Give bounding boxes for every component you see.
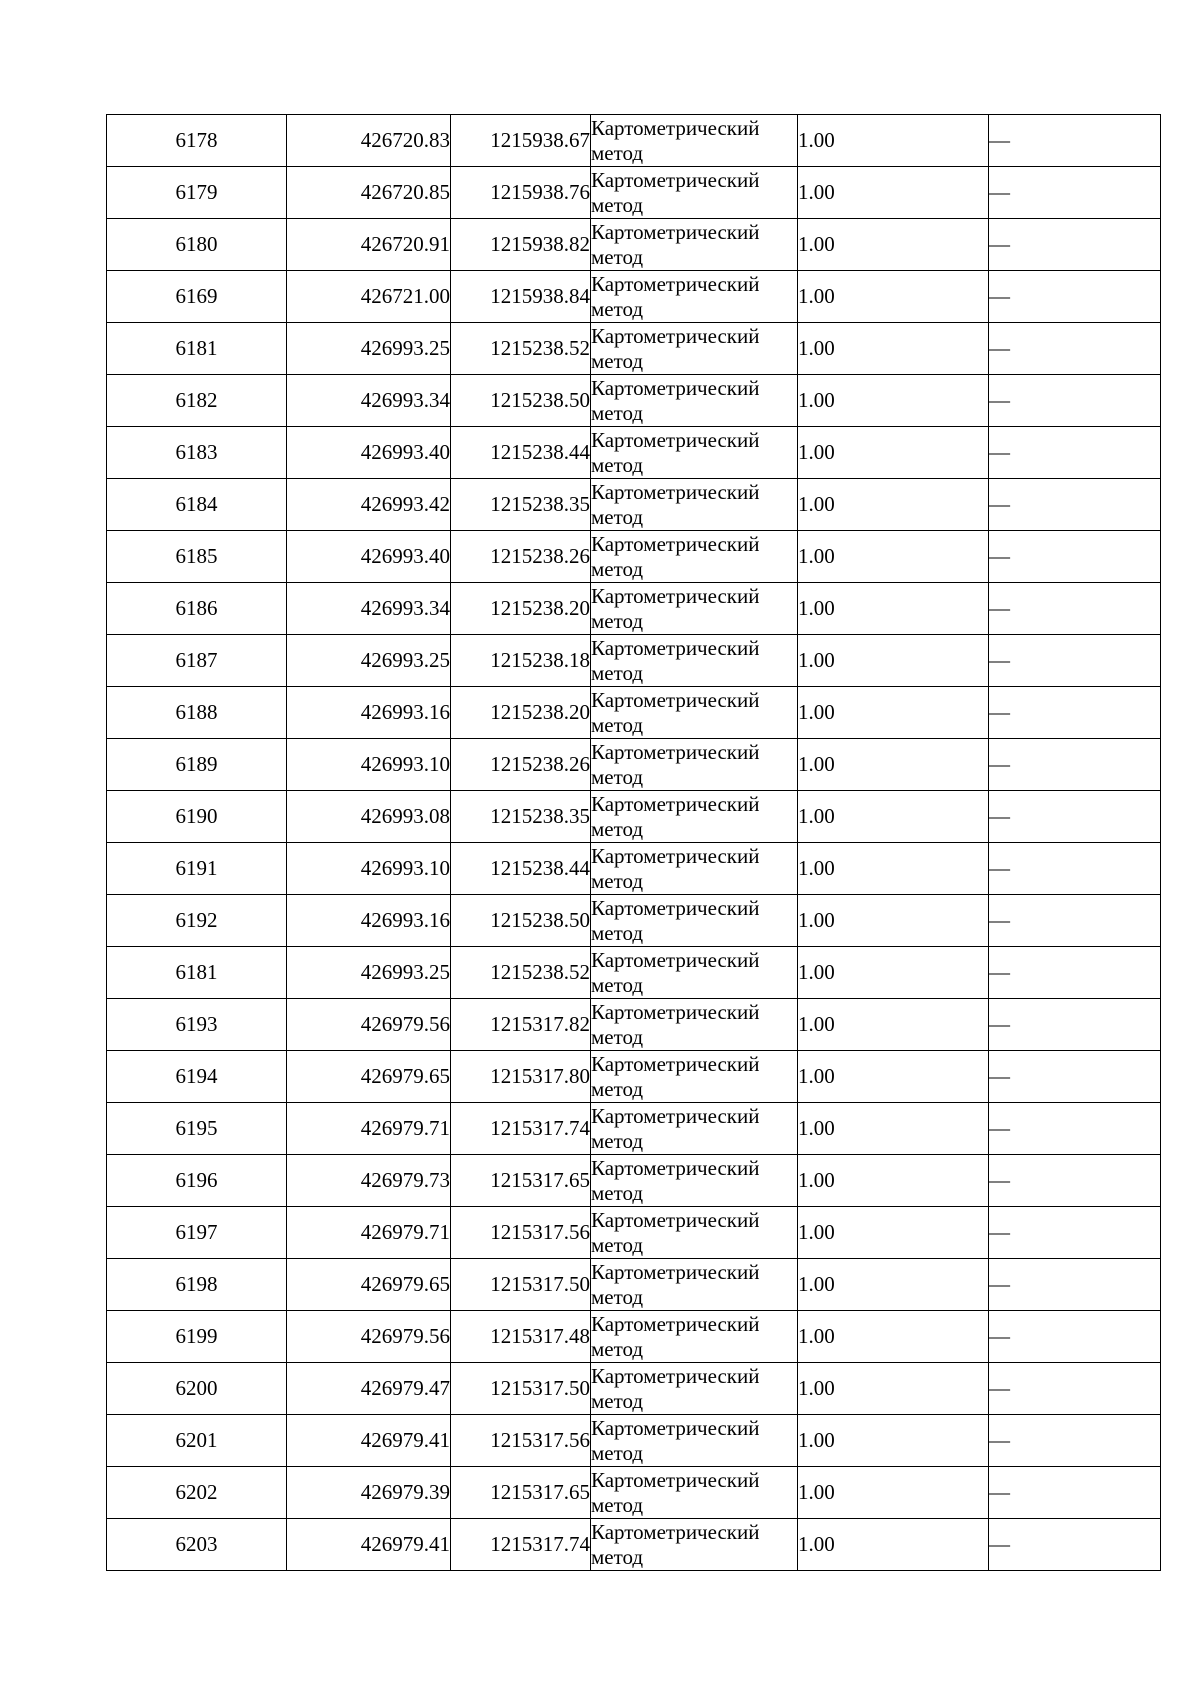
method-cell bbox=[591, 271, 798, 323]
note-cell: — bbox=[989, 1103, 1161, 1155]
method-line: Картометрический bbox=[591, 1363, 760, 1388]
x-coordinate-cell: 426993.42 bbox=[287, 479, 451, 531]
method-cell bbox=[591, 739, 798, 791]
method-cell bbox=[591, 583, 798, 635]
y-coordinate-cell: 1215317.80 bbox=[451, 1051, 591, 1103]
method-cell bbox=[591, 1519, 798, 1571]
method-line: Картометрический bbox=[591, 739, 760, 764]
note-cell: — bbox=[989, 687, 1161, 739]
method-line: метод bbox=[591, 712, 644, 737]
note-cell: — bbox=[989, 427, 1161, 479]
note-cell: — bbox=[989, 1155, 1161, 1207]
table-row bbox=[107, 1415, 1161, 1467]
method-line: метод bbox=[591, 868, 644, 893]
accuracy-cell: 1.00 bbox=[798, 1467, 989, 1519]
table-row bbox=[107, 323, 1161, 375]
method-line: Картометрический bbox=[591, 1519, 760, 1544]
accuracy-cell: 1.00 bbox=[798, 375, 989, 427]
note-cell: — bbox=[989, 1311, 1161, 1363]
method-line: Картометрический bbox=[591, 895, 760, 920]
method-line: Картометрический bbox=[591, 791, 760, 816]
accuracy-cell: 1.00 bbox=[798, 739, 989, 791]
x-coordinate-cell: 426993.40 bbox=[287, 531, 451, 583]
y-coordinate-cell: 1215317.74 bbox=[451, 1103, 591, 1155]
point-number-cell: 6169 bbox=[107, 271, 287, 323]
method-line: Картометрический bbox=[591, 1155, 760, 1180]
coordinates-table bbox=[106, 114, 1161, 1571]
point-number-cell: 6182 bbox=[107, 375, 287, 427]
method-line: метод bbox=[591, 1284, 644, 1309]
method-line: Картометрический bbox=[591, 219, 760, 244]
method-line: метод bbox=[591, 556, 644, 581]
method-line: метод bbox=[591, 1076, 644, 1101]
method-line: Картометрический bbox=[591, 115, 760, 140]
x-coordinate-cell: 426993.25 bbox=[287, 947, 451, 999]
accuracy-cell: 1.00 bbox=[798, 1103, 989, 1155]
accuracy-cell: 1.00 bbox=[798, 1155, 989, 1207]
note-cell: — bbox=[989, 791, 1161, 843]
x-coordinate-cell: 426720.85 bbox=[287, 167, 451, 219]
point-number-cell: 6192 bbox=[107, 895, 287, 947]
note-cell: — bbox=[989, 1467, 1161, 1519]
method-line: метод bbox=[591, 920, 644, 945]
note-cell: — bbox=[989, 167, 1161, 219]
table-row bbox=[107, 687, 1161, 739]
method-line: Картометрический bbox=[591, 1051, 760, 1076]
table-row bbox=[107, 1311, 1161, 1363]
coordinates-table-body bbox=[107, 115, 1161, 1571]
note-cell: — bbox=[989, 895, 1161, 947]
point-number-cell: 6185 bbox=[107, 531, 287, 583]
point-number-cell: 6199 bbox=[107, 1311, 287, 1363]
note-cell: — bbox=[989, 999, 1161, 1051]
x-coordinate-cell: 426721.00 bbox=[287, 271, 451, 323]
y-coordinate-cell: 1215317.56 bbox=[451, 1207, 591, 1259]
point-number-cell: 6198 bbox=[107, 1259, 287, 1311]
point-number-cell: 6189 bbox=[107, 739, 287, 791]
method-cell bbox=[591, 1311, 798, 1363]
method-line: Картометрический bbox=[591, 1207, 760, 1232]
x-coordinate-cell: 426979.56 bbox=[287, 1311, 451, 1363]
point-number-cell: 6184 bbox=[107, 479, 287, 531]
note-cell: — bbox=[989, 739, 1161, 791]
point-number-cell: 6179 bbox=[107, 167, 287, 219]
accuracy-cell: 1.00 bbox=[798, 1259, 989, 1311]
x-coordinate-cell: 426979.71 bbox=[287, 1207, 451, 1259]
x-coordinate-cell: 426993.34 bbox=[287, 375, 451, 427]
table-row bbox=[107, 843, 1161, 895]
method-line: метод bbox=[591, 1024, 644, 1049]
table-row bbox=[107, 427, 1161, 479]
method-line: Картометрический bbox=[591, 531, 760, 556]
method-cell bbox=[591, 1363, 798, 1415]
method-line: Картометрический bbox=[591, 947, 760, 972]
method-cell bbox=[591, 687, 798, 739]
x-coordinate-cell: 426720.91 bbox=[287, 219, 451, 271]
method-line: метод bbox=[591, 1336, 644, 1361]
y-coordinate-cell: 1215317.65 bbox=[451, 1467, 591, 1519]
accuracy-cell: 1.00 bbox=[798, 895, 989, 947]
method-line: метод bbox=[591, 1492, 644, 1517]
method-line: метод bbox=[591, 1440, 644, 1465]
method-cell bbox=[591, 1207, 798, 1259]
method-line: метод bbox=[591, 296, 644, 321]
accuracy-cell: 1.00 bbox=[798, 583, 989, 635]
note-cell: — bbox=[989, 531, 1161, 583]
y-coordinate-cell: 1215238.20 bbox=[451, 583, 591, 635]
y-coordinate-cell: 1215238.44 bbox=[451, 843, 591, 895]
method-line: метод bbox=[591, 660, 644, 685]
note-cell: — bbox=[989, 115, 1161, 167]
method-cell bbox=[591, 1103, 798, 1155]
note-cell: — bbox=[989, 1207, 1161, 1259]
method-line: Картометрический bbox=[591, 635, 760, 660]
point-number-cell: 6191 bbox=[107, 843, 287, 895]
y-coordinate-cell: 1215317.74 bbox=[451, 1519, 591, 1571]
method-cell bbox=[591, 375, 798, 427]
accuracy-cell: 1.00 bbox=[798, 843, 989, 895]
table-row bbox=[107, 115, 1161, 167]
point-number-cell: 6186 bbox=[107, 583, 287, 635]
method-line: метод bbox=[591, 504, 644, 529]
method-line: метод bbox=[591, 1232, 644, 1257]
method-line: Картометрический bbox=[591, 1415, 760, 1440]
method-line: Картометрический bbox=[591, 1259, 760, 1284]
note-cell: — bbox=[989, 479, 1161, 531]
point-number-cell: 6200 bbox=[107, 1363, 287, 1415]
accuracy-cell: 1.00 bbox=[798, 115, 989, 167]
method-line: Картометрический bbox=[591, 323, 760, 348]
method-line: Картометрический bbox=[591, 843, 760, 868]
point-number-cell: 6194 bbox=[107, 1051, 287, 1103]
note-cell: — bbox=[989, 1051, 1161, 1103]
accuracy-cell: 1.00 bbox=[798, 479, 989, 531]
method-line: Картометрический bbox=[591, 271, 760, 296]
x-coordinate-cell: 426979.73 bbox=[287, 1155, 451, 1207]
accuracy-cell: 1.00 bbox=[798, 1363, 989, 1415]
y-coordinate-cell: 1215938.67 bbox=[451, 115, 591, 167]
y-coordinate-cell: 1215238.18 bbox=[451, 635, 591, 687]
x-coordinate-cell: 426979.47 bbox=[287, 1363, 451, 1415]
point-number-cell: 6181 bbox=[107, 323, 287, 375]
method-cell bbox=[591, 1155, 798, 1207]
method-line: метод bbox=[591, 764, 644, 789]
method-line: метод bbox=[591, 452, 644, 477]
method-line: метод bbox=[591, 140, 644, 165]
point-number-cell: 6196 bbox=[107, 1155, 287, 1207]
note-cell: — bbox=[989, 947, 1161, 999]
point-number-cell: 6197 bbox=[107, 1207, 287, 1259]
table-row bbox=[107, 1051, 1161, 1103]
method-line: метод bbox=[591, 816, 644, 841]
x-coordinate-cell: 426993.10 bbox=[287, 843, 451, 895]
x-coordinate-cell: 426979.39 bbox=[287, 1467, 451, 1519]
table-row bbox=[107, 1467, 1161, 1519]
x-coordinate-cell: 426993.08 bbox=[287, 791, 451, 843]
note-cell: — bbox=[989, 323, 1161, 375]
point-number-cell: 6181 bbox=[107, 947, 287, 999]
y-coordinate-cell: 1215238.35 bbox=[451, 791, 591, 843]
y-coordinate-cell: 1215238.26 bbox=[451, 739, 591, 791]
method-line: метод bbox=[591, 348, 644, 373]
y-coordinate-cell: 1215238.52 bbox=[451, 947, 591, 999]
note-cell: — bbox=[989, 1259, 1161, 1311]
x-coordinate-cell: 426993.16 bbox=[287, 687, 451, 739]
accuracy-cell: 1.00 bbox=[798, 271, 989, 323]
x-coordinate-cell: 426979.71 bbox=[287, 1103, 451, 1155]
method-line: метод bbox=[591, 1128, 644, 1153]
table-row bbox=[107, 1103, 1161, 1155]
method-cell bbox=[591, 791, 798, 843]
accuracy-cell: 1.00 bbox=[798, 1207, 989, 1259]
y-coordinate-cell: 1215317.50 bbox=[451, 1363, 591, 1415]
point-number-cell: 6178 bbox=[107, 115, 287, 167]
method-cell bbox=[591, 999, 798, 1051]
table-row bbox=[107, 791, 1161, 843]
table-row bbox=[107, 1207, 1161, 1259]
x-coordinate-cell: 426993.25 bbox=[287, 635, 451, 687]
table-row bbox=[107, 739, 1161, 791]
y-coordinate-cell: 1215238.52 bbox=[451, 323, 591, 375]
table-row bbox=[107, 1155, 1161, 1207]
method-cell bbox=[591, 531, 798, 583]
method-cell bbox=[591, 947, 798, 999]
note-cell: — bbox=[989, 1363, 1161, 1415]
table-row bbox=[107, 167, 1161, 219]
y-coordinate-cell: 1215317.82 bbox=[451, 999, 591, 1051]
point-number-cell: 6187 bbox=[107, 635, 287, 687]
x-coordinate-cell: 426979.41 bbox=[287, 1415, 451, 1467]
method-cell bbox=[591, 115, 798, 167]
method-line: Картометрический bbox=[591, 375, 760, 400]
accuracy-cell: 1.00 bbox=[798, 167, 989, 219]
table-row bbox=[107, 1259, 1161, 1311]
method-cell bbox=[591, 427, 798, 479]
accuracy-cell: 1.00 bbox=[798, 1519, 989, 1571]
y-coordinate-cell: 1215317.48 bbox=[451, 1311, 591, 1363]
note-cell: — bbox=[989, 1519, 1161, 1571]
method-cell bbox=[591, 1051, 798, 1103]
accuracy-cell: 1.00 bbox=[798, 531, 989, 583]
y-coordinate-cell: 1215238.35 bbox=[451, 479, 591, 531]
point-number-cell: 6201 bbox=[107, 1415, 287, 1467]
method-line: метод bbox=[591, 1544, 644, 1569]
accuracy-cell: 1.00 bbox=[798, 999, 989, 1051]
point-number-cell: 6190 bbox=[107, 791, 287, 843]
table-row bbox=[107, 999, 1161, 1051]
table-row bbox=[107, 375, 1161, 427]
method-cell bbox=[591, 1259, 798, 1311]
table-row bbox=[107, 271, 1161, 323]
y-coordinate-cell: 1215238.20 bbox=[451, 687, 591, 739]
method-line: метод bbox=[591, 244, 644, 269]
method-cell bbox=[591, 167, 798, 219]
table-row bbox=[107, 1519, 1161, 1571]
x-coordinate-cell: 426979.56 bbox=[287, 999, 451, 1051]
point-number-cell: 6202 bbox=[107, 1467, 287, 1519]
method-line: Картометрический bbox=[591, 167, 760, 192]
accuracy-cell: 1.00 bbox=[798, 947, 989, 999]
point-number-cell: 6188 bbox=[107, 687, 287, 739]
accuracy-cell: 1.00 bbox=[798, 323, 989, 375]
note-cell: — bbox=[989, 635, 1161, 687]
point-number-cell: 6183 bbox=[107, 427, 287, 479]
method-cell bbox=[591, 1415, 798, 1467]
note-cell: — bbox=[989, 375, 1161, 427]
accuracy-cell: 1.00 bbox=[798, 1051, 989, 1103]
y-coordinate-cell: 1215238.50 bbox=[451, 375, 591, 427]
y-coordinate-cell: 1215317.65 bbox=[451, 1155, 591, 1207]
x-coordinate-cell: 426993.40 bbox=[287, 427, 451, 479]
method-line: метод bbox=[591, 1180, 644, 1205]
table-row bbox=[107, 479, 1161, 531]
x-coordinate-cell: 426979.65 bbox=[287, 1259, 451, 1311]
table-row bbox=[107, 583, 1161, 635]
x-coordinate-cell: 426993.25 bbox=[287, 323, 451, 375]
method-line: Картометрический bbox=[591, 479, 760, 504]
method-line: Картометрический bbox=[591, 1467, 760, 1492]
table-row bbox=[107, 947, 1161, 999]
table-row bbox=[107, 1363, 1161, 1415]
method-line: Картометрический bbox=[591, 427, 760, 452]
accuracy-cell: 1.00 bbox=[798, 1415, 989, 1467]
point-number-cell: 6193 bbox=[107, 999, 287, 1051]
x-coordinate-cell: 426720.83 bbox=[287, 115, 451, 167]
note-cell: — bbox=[989, 583, 1161, 635]
accuracy-cell: 1.00 bbox=[798, 635, 989, 687]
method-line: Картометрический bbox=[591, 687, 760, 712]
accuracy-cell: 1.00 bbox=[798, 687, 989, 739]
y-coordinate-cell: 1215238.26 bbox=[451, 531, 591, 583]
x-coordinate-cell: 426993.16 bbox=[287, 895, 451, 947]
method-cell bbox=[591, 323, 798, 375]
method-line: Картометрический bbox=[591, 999, 760, 1024]
y-coordinate-cell: 1215317.56 bbox=[451, 1415, 591, 1467]
method-cell bbox=[591, 1467, 798, 1519]
table-row bbox=[107, 895, 1161, 947]
x-coordinate-cell: 426979.65 bbox=[287, 1051, 451, 1103]
method-line: метод bbox=[591, 972, 644, 997]
y-coordinate-cell: 1215938.84 bbox=[451, 271, 591, 323]
point-number-cell: 6180 bbox=[107, 219, 287, 271]
note-cell: — bbox=[989, 843, 1161, 895]
method-cell bbox=[591, 843, 798, 895]
table-row bbox=[107, 219, 1161, 271]
y-coordinate-cell: 1215238.50 bbox=[451, 895, 591, 947]
point-number-cell: 6195 bbox=[107, 1103, 287, 1155]
x-coordinate-cell: 426993.10 bbox=[287, 739, 451, 791]
method-cell bbox=[591, 479, 798, 531]
table-row bbox=[107, 531, 1161, 583]
method-line: Картометрический bbox=[591, 583, 760, 608]
accuracy-cell: 1.00 bbox=[798, 1311, 989, 1363]
y-coordinate-cell: 1215938.76 bbox=[451, 167, 591, 219]
method-line: Картометрический bbox=[591, 1311, 760, 1336]
y-coordinate-cell: 1215317.50 bbox=[451, 1259, 591, 1311]
y-coordinate-cell: 1215238.44 bbox=[451, 427, 591, 479]
method-line: метод bbox=[591, 192, 644, 217]
method-line: метод bbox=[591, 400, 644, 425]
x-coordinate-cell: 426993.34 bbox=[287, 583, 451, 635]
method-line: Картометрический bbox=[591, 1103, 760, 1128]
x-coordinate-cell: 426979.41 bbox=[287, 1519, 451, 1571]
y-coordinate-cell: 1215938.82 bbox=[451, 219, 591, 271]
method-line: метод bbox=[591, 1388, 644, 1413]
note-cell: — bbox=[989, 1415, 1161, 1467]
table-row bbox=[107, 635, 1161, 687]
method-cell bbox=[591, 635, 798, 687]
note-cell: — bbox=[989, 271, 1161, 323]
method-cell bbox=[591, 219, 798, 271]
method-cell bbox=[591, 895, 798, 947]
accuracy-cell: 1.00 bbox=[798, 219, 989, 271]
point-number-cell: 6203 bbox=[107, 1519, 287, 1571]
note-cell: — bbox=[989, 219, 1161, 271]
accuracy-cell: 1.00 bbox=[798, 427, 989, 479]
accuracy-cell: 1.00 bbox=[798, 791, 989, 843]
method-line: метод bbox=[591, 608, 644, 633]
